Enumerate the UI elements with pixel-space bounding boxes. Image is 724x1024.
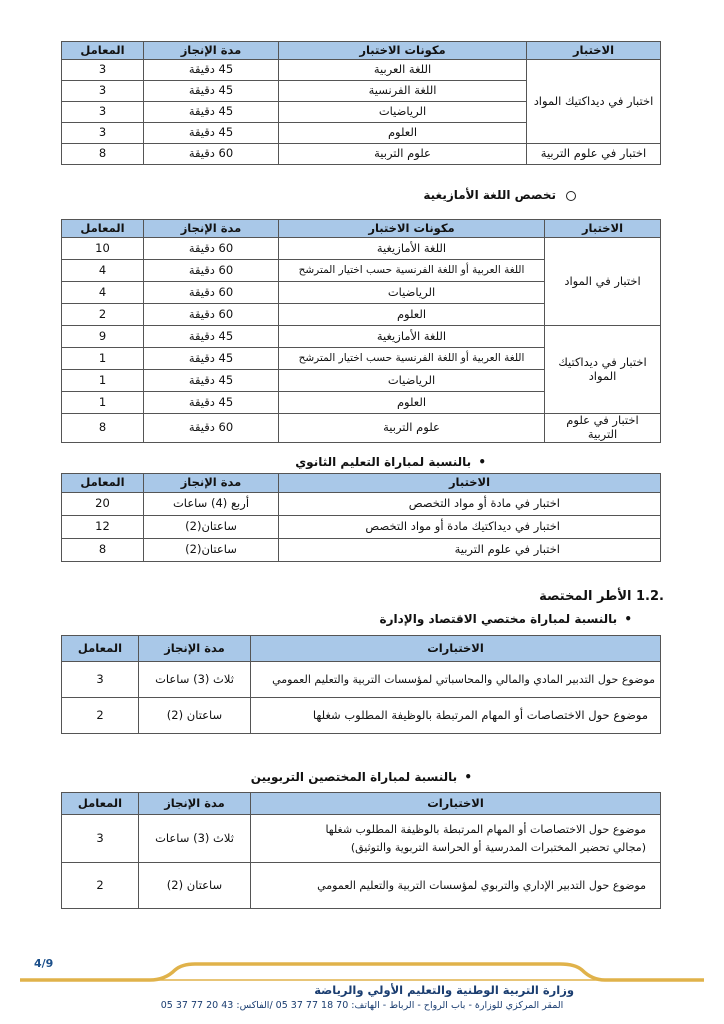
table2-group-test: اختبار في المواد <box>545 238 661 326</box>
table1-coef: 3 <box>62 123 144 144</box>
table4 <box>61 635 661 734</box>
table1-coef: 3 <box>62 102 144 123</box>
table2-duration: 45 دقيقة <box>144 326 279 348</box>
section-secondary-heading: • بالنسبة لمباراة التعليم الثانوي <box>295 455 486 469</box>
table2-coef: 1 <box>62 348 144 370</box>
table4-test: موضوع حول الاختصاصات أو المهام المرتبطة بالوظيفة المطلوب شغلها <box>251 698 661 734</box>
table1-component: الرياضيات <box>279 102 527 123</box>
table5-test-cell <box>251 863 661 909</box>
table4-header-duration: مدة الإنجاز <box>139 636 251 662</box>
table2-coef: 4 <box>62 282 144 304</box>
table5-test-line1: موضوع حول التدبير الإداري والتربوي لمؤسسات التربية والتعليم العمومي <box>317 878 646 892</box>
table2-coef: 1 <box>62 370 144 392</box>
table2-duration: 60 دقيقة <box>144 282 279 304</box>
table3-duration: ساعتان(2) <box>144 539 279 562</box>
table1-component: علوم التربية <box>279 144 527 165</box>
table2-component: الرياضيات <box>279 282 545 304</box>
table1-coef: 3 <box>62 60 144 81</box>
table2-duration: 60 دقيقة <box>144 414 279 443</box>
table1-group-test: اختبار في علوم التربية <box>527 144 661 165</box>
footer-decoration <box>0 960 724 984</box>
table3-coef: 12 <box>62 516 144 539</box>
table2-coef: 9 <box>62 326 144 348</box>
table5-header-duration: مدة الإنجاز <box>139 793 251 815</box>
table3-duration: ساعتان(2) <box>144 516 279 539</box>
table5-duration: ساعتان (2) <box>139 863 251 909</box>
table2-block <box>62 219 661 443</box>
table5-test-line1: موضوع حول الاختصاصات أو المهام المرتبطة بالوظيفة المطلوب شغلها <box>325 822 646 836</box>
section-educational-heading: • بالنسبة لمباراة المختصين التربويين <box>251 770 472 784</box>
table4-header-test: الاختبارات <box>251 636 661 662</box>
table3-coef: 8 <box>62 539 144 562</box>
table2-coef: 4 <box>62 260 144 282</box>
table4-coef: 2 <box>62 698 139 734</box>
table3-test: اختبار في مادة أو مواد التخصص <box>279 493 661 516</box>
table1 <box>61 41 661 165</box>
table4-coef: 3 <box>62 662 139 698</box>
section-specialized-heading: .1.2 الأطر المختصة <box>539 589 664 604</box>
table3-duration: أربع (4) ساعات <box>144 493 279 516</box>
table1-block <box>62 41 661 165</box>
table1-component: اللغة الفرنسية <box>279 81 527 102</box>
table2-component: اللغة العربية أو اللغة الفرنسية حسب اختيار المترشح <box>279 348 545 370</box>
table3-header-duration: مدة الإنجاز <box>144 474 279 493</box>
table2-component: اللغة العربية أو اللغة الفرنسية حسب اختيار المترشح <box>279 260 545 282</box>
section-amazigh-heading: تخصص اللغة الأمازيغية <box>423 188 576 202</box>
table1-header-components: مكونات الاختبار <box>279 42 527 60</box>
table1-duration: 45 دقيقة <box>144 81 279 102</box>
table2-header-test: الاختبار <box>545 220 661 238</box>
table5-block <box>62 792 661 909</box>
table2-component: العلوم <box>279 304 545 326</box>
table5-header-test: الاختبارات <box>251 793 661 815</box>
table2-component: علوم التربية <box>279 414 545 443</box>
table5-test-line2: (مجالي تحضير المختبرات المدرسية أو الحراسة التربوية والتوثيق) <box>350 840 646 854</box>
circle-bullet-icon <box>566 191 576 201</box>
table2-component: الرياضيات <box>279 370 545 392</box>
table3-test: اختبار في علوم التربية <box>279 539 661 562</box>
table2-header-coef: المعامل <box>62 220 144 238</box>
table2 <box>61 219 661 443</box>
table2-duration: 60 دقيقة <box>144 260 279 282</box>
table4-block <box>62 635 661 734</box>
table3-test: اختبار في ديداكتيك مادة أو مواد التخصص <box>279 516 661 539</box>
table2-coef: 8 <box>62 414 144 443</box>
table2-coef: 10 <box>62 238 144 260</box>
table3-header-test: الاختبار <box>279 474 661 493</box>
table2-group-test: اختبار في علوم التربية <box>545 414 661 443</box>
table2-duration: 60 دقيقة <box>144 304 279 326</box>
table2-header-duration: مدة الإنجاز <box>144 220 279 238</box>
table2-duration: 45 دقيقة <box>144 370 279 392</box>
table2-component: اللغة الأمازيغية <box>279 238 545 260</box>
table5-duration: ثلاث (3) ساعات <box>139 815 251 863</box>
table4-test: موضوع حول التدبير المادي والمالي والمحاسباتي لمؤسسات التربية والتعليم العمومي <box>251 662 661 698</box>
table1-header-coef: المعامل <box>62 42 144 60</box>
table2-duration: 45 دقيقة <box>144 348 279 370</box>
table2-duration: 45 دقيقة <box>144 392 279 414</box>
table5-coef: 3 <box>62 815 139 863</box>
footer-ministry: وزارة التربية الوطنية والتعليم الأولي والرياضة <box>314 983 574 997</box>
table4-header-coef: المعامل <box>62 636 139 662</box>
table1-header-duration: مدة الإنجاز <box>144 42 279 60</box>
table1-duration: 45 دقيقة <box>144 123 279 144</box>
table1-component: اللغة العربية <box>279 60 527 81</box>
table2-group-test: اختبار في ديداكتيك المواد <box>545 326 661 414</box>
table2-coef: 2 <box>62 304 144 326</box>
section-economy-heading: • بالنسبة لمباراة مختصي الاقتصاد والإدارة <box>380 612 632 626</box>
table1-component: العلوم <box>279 123 527 144</box>
table3-header-coef: المعامل <box>62 474 144 493</box>
page-number: 4/9 <box>34 957 54 970</box>
footer-address: المقر المركزي للوزارة - باب الرواح - الرباط - الهاتف: 70 18 77 37 05 /الفاكس: 43 20 77 37 05 <box>160 1000 564 1011</box>
table3 <box>61 473 661 562</box>
table2-component: العلوم <box>279 392 545 414</box>
table4-duration: ثلاث (3) ساعات <box>139 662 251 698</box>
table1-coef: 3 <box>62 81 144 102</box>
table1-duration: 45 دقيقة <box>144 60 279 81</box>
table2-duration: 60 دقيقة <box>144 238 279 260</box>
table2-coef: 1 <box>62 392 144 414</box>
table3-coef: 20 <box>62 493 144 516</box>
table1-header-test: الاختبار <box>527 42 661 60</box>
table1-duration: 60 دقيقة <box>144 144 279 165</box>
table2-component: اللغة الأمازيغية <box>279 326 545 348</box>
table4-duration: ساعتان (2) <box>139 698 251 734</box>
table3-block <box>62 473 661 562</box>
table1-duration: 45 دقيقة <box>144 102 279 123</box>
table5-header-coef: المعامل <box>62 793 139 815</box>
table5 <box>61 792 661 909</box>
table5-test-cell <box>251 815 661 863</box>
table1-coef: 8 <box>62 144 144 165</box>
table2-header-components: مكونات الاختبار <box>279 220 545 238</box>
table1-group-test: اختبار في ديداكتيك المواد <box>527 60 661 144</box>
table5-coef: 2 <box>62 863 139 909</box>
